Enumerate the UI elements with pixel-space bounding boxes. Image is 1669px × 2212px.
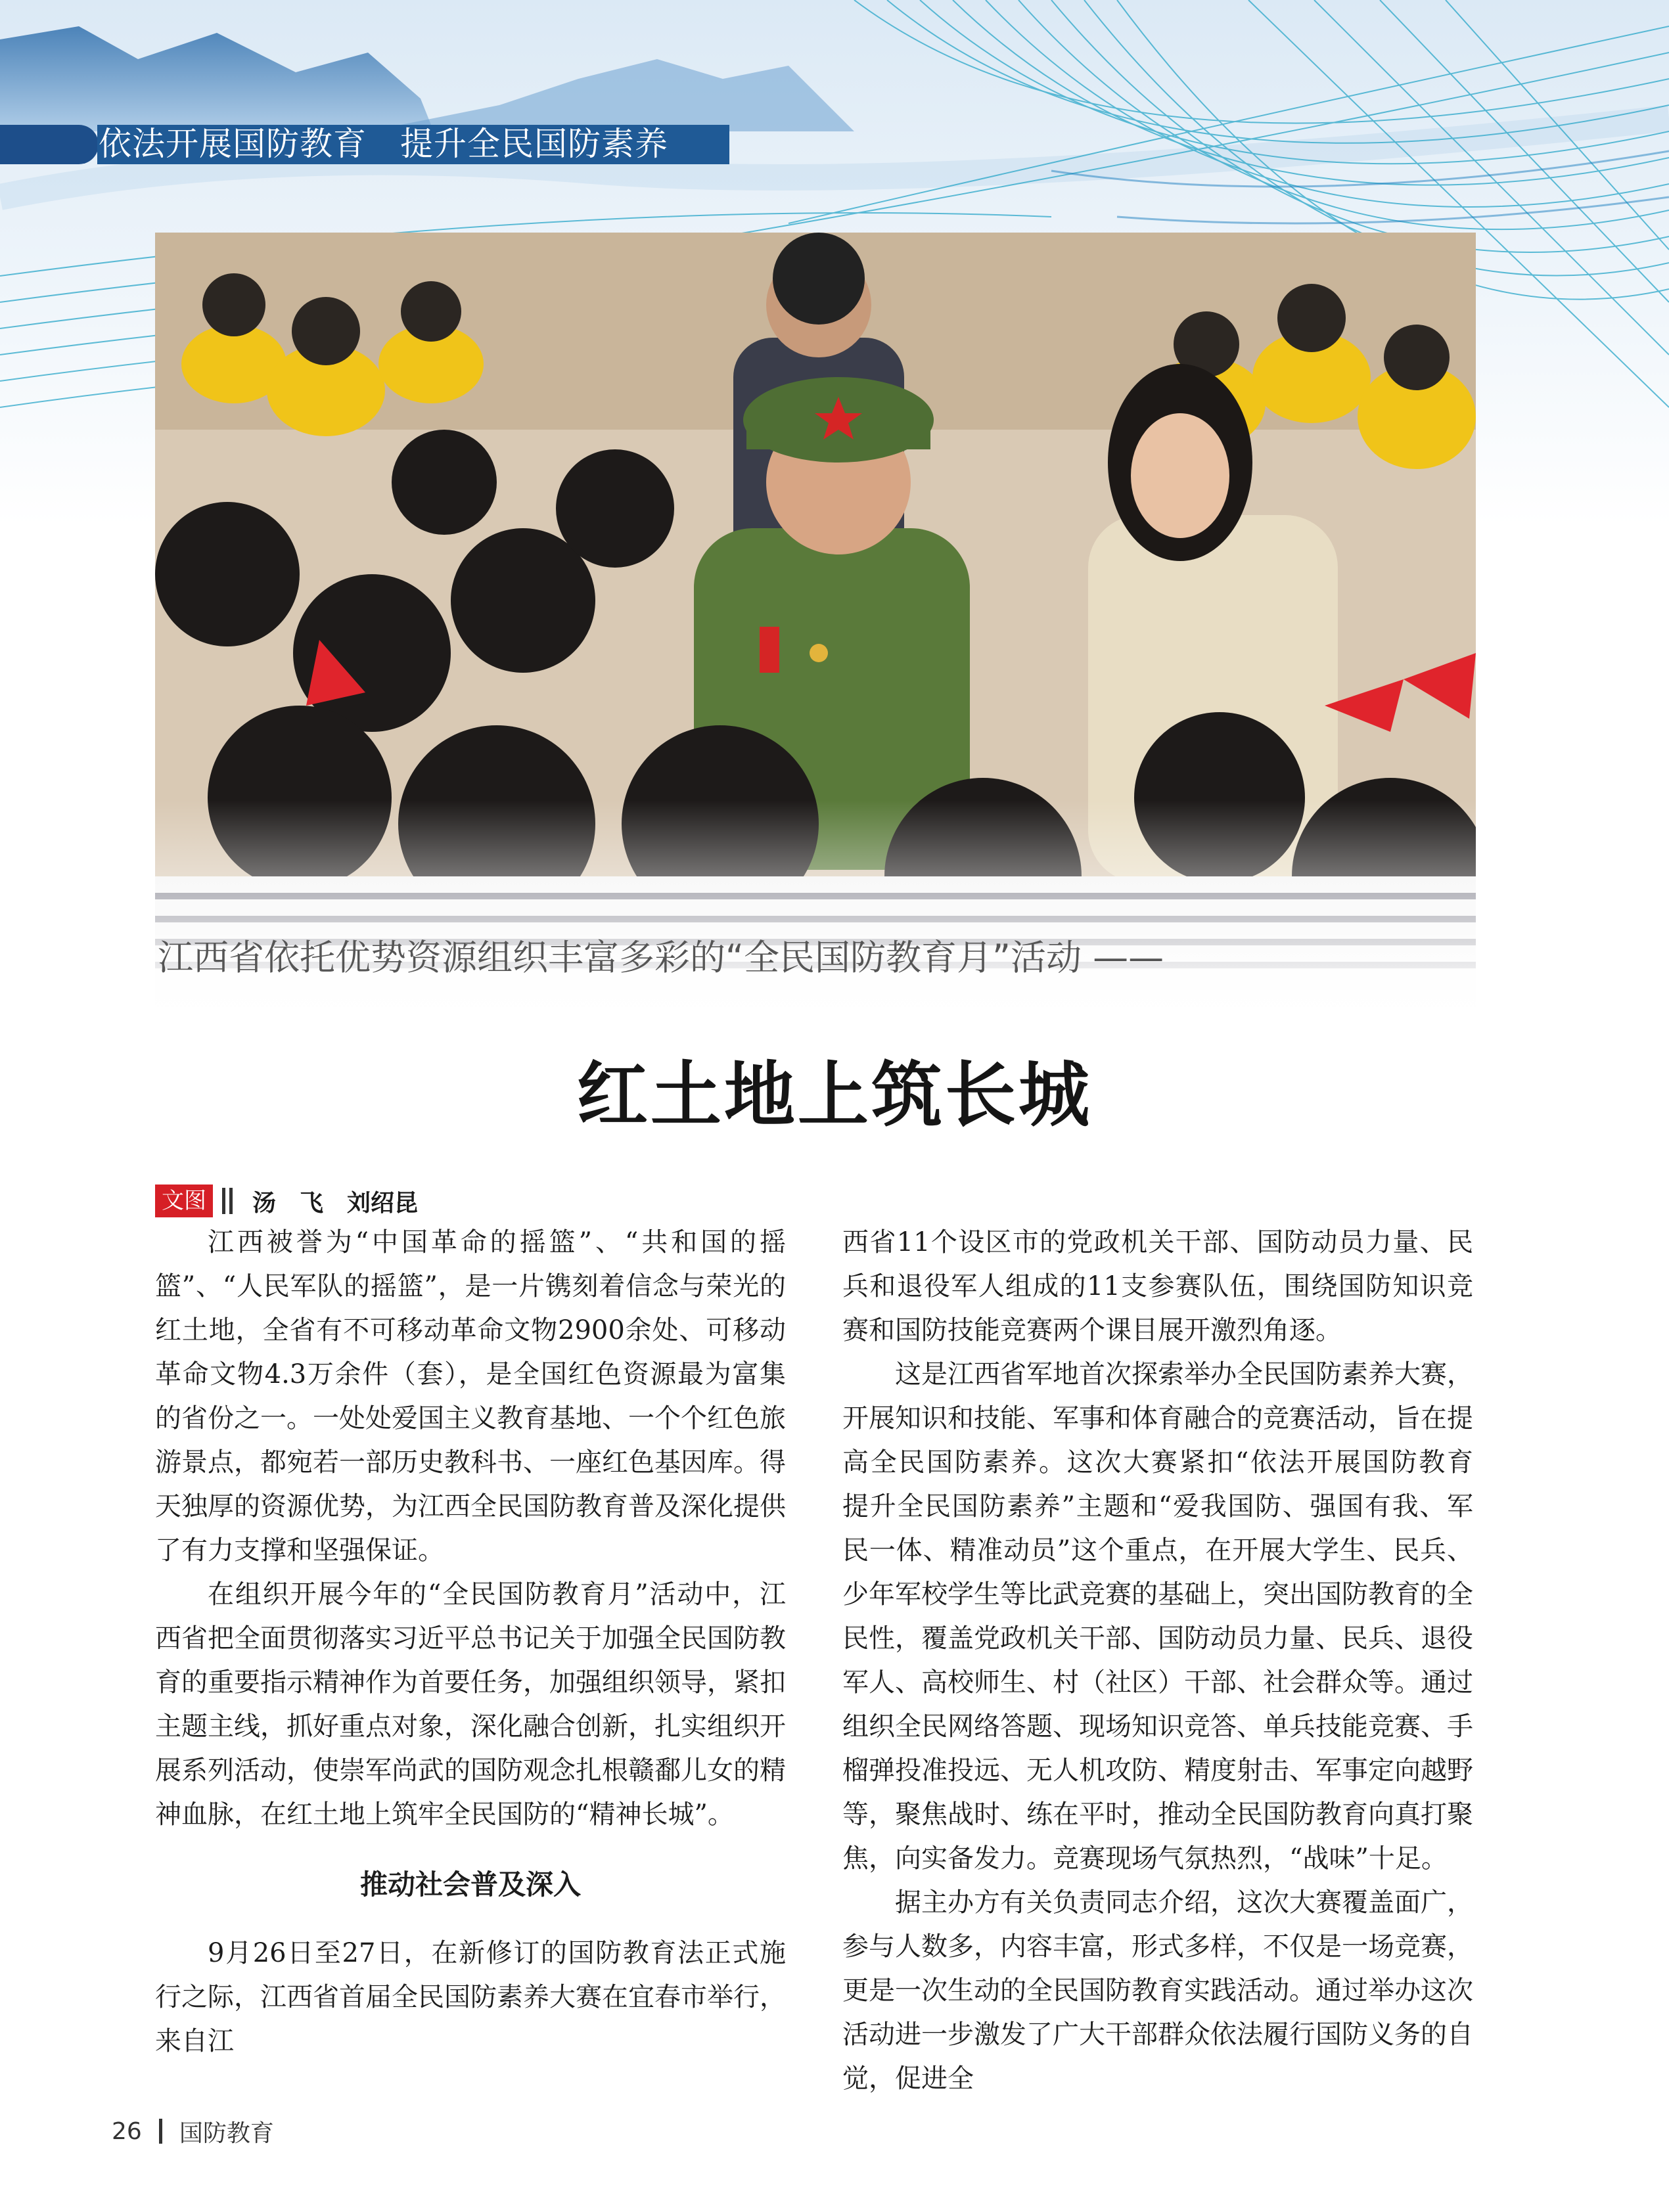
photo-caption: 江西省依托优势资源组织丰富多彩的“全民国防教育月”活动 —— <box>158 937 1164 978</box>
article-title: 红土地上筑长城 <box>576 1054 1092 1137</box>
header-slogan: 依法开展国防教育 提升全民国防素养 <box>99 125 668 163</box>
photo-veteran-with-students-icon <box>155 233 1476 1021</box>
article-column-right <box>842 1221 1499 2101</box>
page-number: 26 <box>112 2117 142 2145</box>
byline-tag: 文图 <box>155 1185 213 1217</box>
body-paragraph: 据主办方有关负责同志介绍，这次大赛覆盖面广，参与人数多，内容丰富，形式多样，不仅是一场竞赛，更是一次生动的全民国防教育实践活动。通过举办这次活动进一步激发了广大干部群众依法履行国防义务的自觉，促进全 <box>842 1887 1473 2094</box>
byline-authors: 汤 飞 刘绍昆 <box>252 1189 419 1217</box>
footer-divider <box>159 2119 162 2144</box>
article-column-left <box>155 1221 786 2064</box>
body-paragraph: 江西被誉为“中国革命的摇篮”、“共和国的摇篮”、“人民军队的摇篮”，是一片镌刻着信念与荣光的红土地，全省有不可移动革命文物2900余处、可移动革命文物4.3万余件（套），是全国红色资源最为富集的省份之一。一处处爱国主义教育基地、一个个红色旅游景点，都宛若一部历史教科书、一座红色基因库。得天独厚的资源优势，为江西全民国防教育普及深化提供了有力支撑和坚强保证。 <box>155 1227 786 1566</box>
header-bar-pill <box>0 125 99 164</box>
byline-divider <box>222 1188 225 1214</box>
byline <box>155 1183 418 1219</box>
body-paragraph: 西省11个设区市的党政机关干部、国防动员力量、民兵和退役军人组成的11支参赛队伍，围绕国防知识竞赛和国防技能竞赛两个课目展开激烈角逐。 <box>842 1227 1473 1345</box>
page-footer <box>112 2111 274 2151</box>
main-photo <box>155 233 1476 1021</box>
magazine-name: 国防教育 <box>179 2119 274 2147</box>
section-heading: 推动社会普及深入 <box>359 1868 581 1901</box>
body-paragraph: 9月26日至27日，在新修订的国防教育法正式施行之际，江西省首届全民国防素养大赛在宜春市举行，来自江 <box>155 1938 786 2056</box>
byline-divider <box>229 1188 233 1214</box>
body-paragraph: 在组织开展今年的“全民国防教育月”活动中，江西省把全面贯彻落实习近平总书记关于加强全民国防教育的重要指示精神作为首要任务，加强组织领导，紧扣主题主线，抓好重点对象，深化融合创新，扎实组织开展系列活动，使崇军尚武的国防观念扎根赣鄱儿女的精神血脉，在红土地上筑牢全民国防的“精神长城”。 <box>155 1579 786 1830</box>
body-paragraph: 这是江西省军地首次探索举办全民国防素养大赛，开展知识和技能、军事和体育融合的竞赛活动，旨在提高全民国防素养。这次大赛紧扣“依法开展国防教育 提升全民国防素养”主题和“爱我国防、强国有我、军民一体、精准动员”这个重点，在开展大学生、民兵、少年军校学生等比武竞赛的基础上，突出国防教育的全民性，覆盖党政机关干部、国防动员力量、民兵、退役军人、高校师生、村（社区）干部、社会群众等。通过组织全民网络答题、现场知识竞答、单兵技能竞赛、手榴弹投准投远、无人机攻防、精度射击、军事定向越野等，聚焦战时、练在平时，推动全民国防教育向真打聚焦，向实备发力。竞赛现场气氛热烈，“战味”十足。 <box>842 1359 1499 1874</box>
